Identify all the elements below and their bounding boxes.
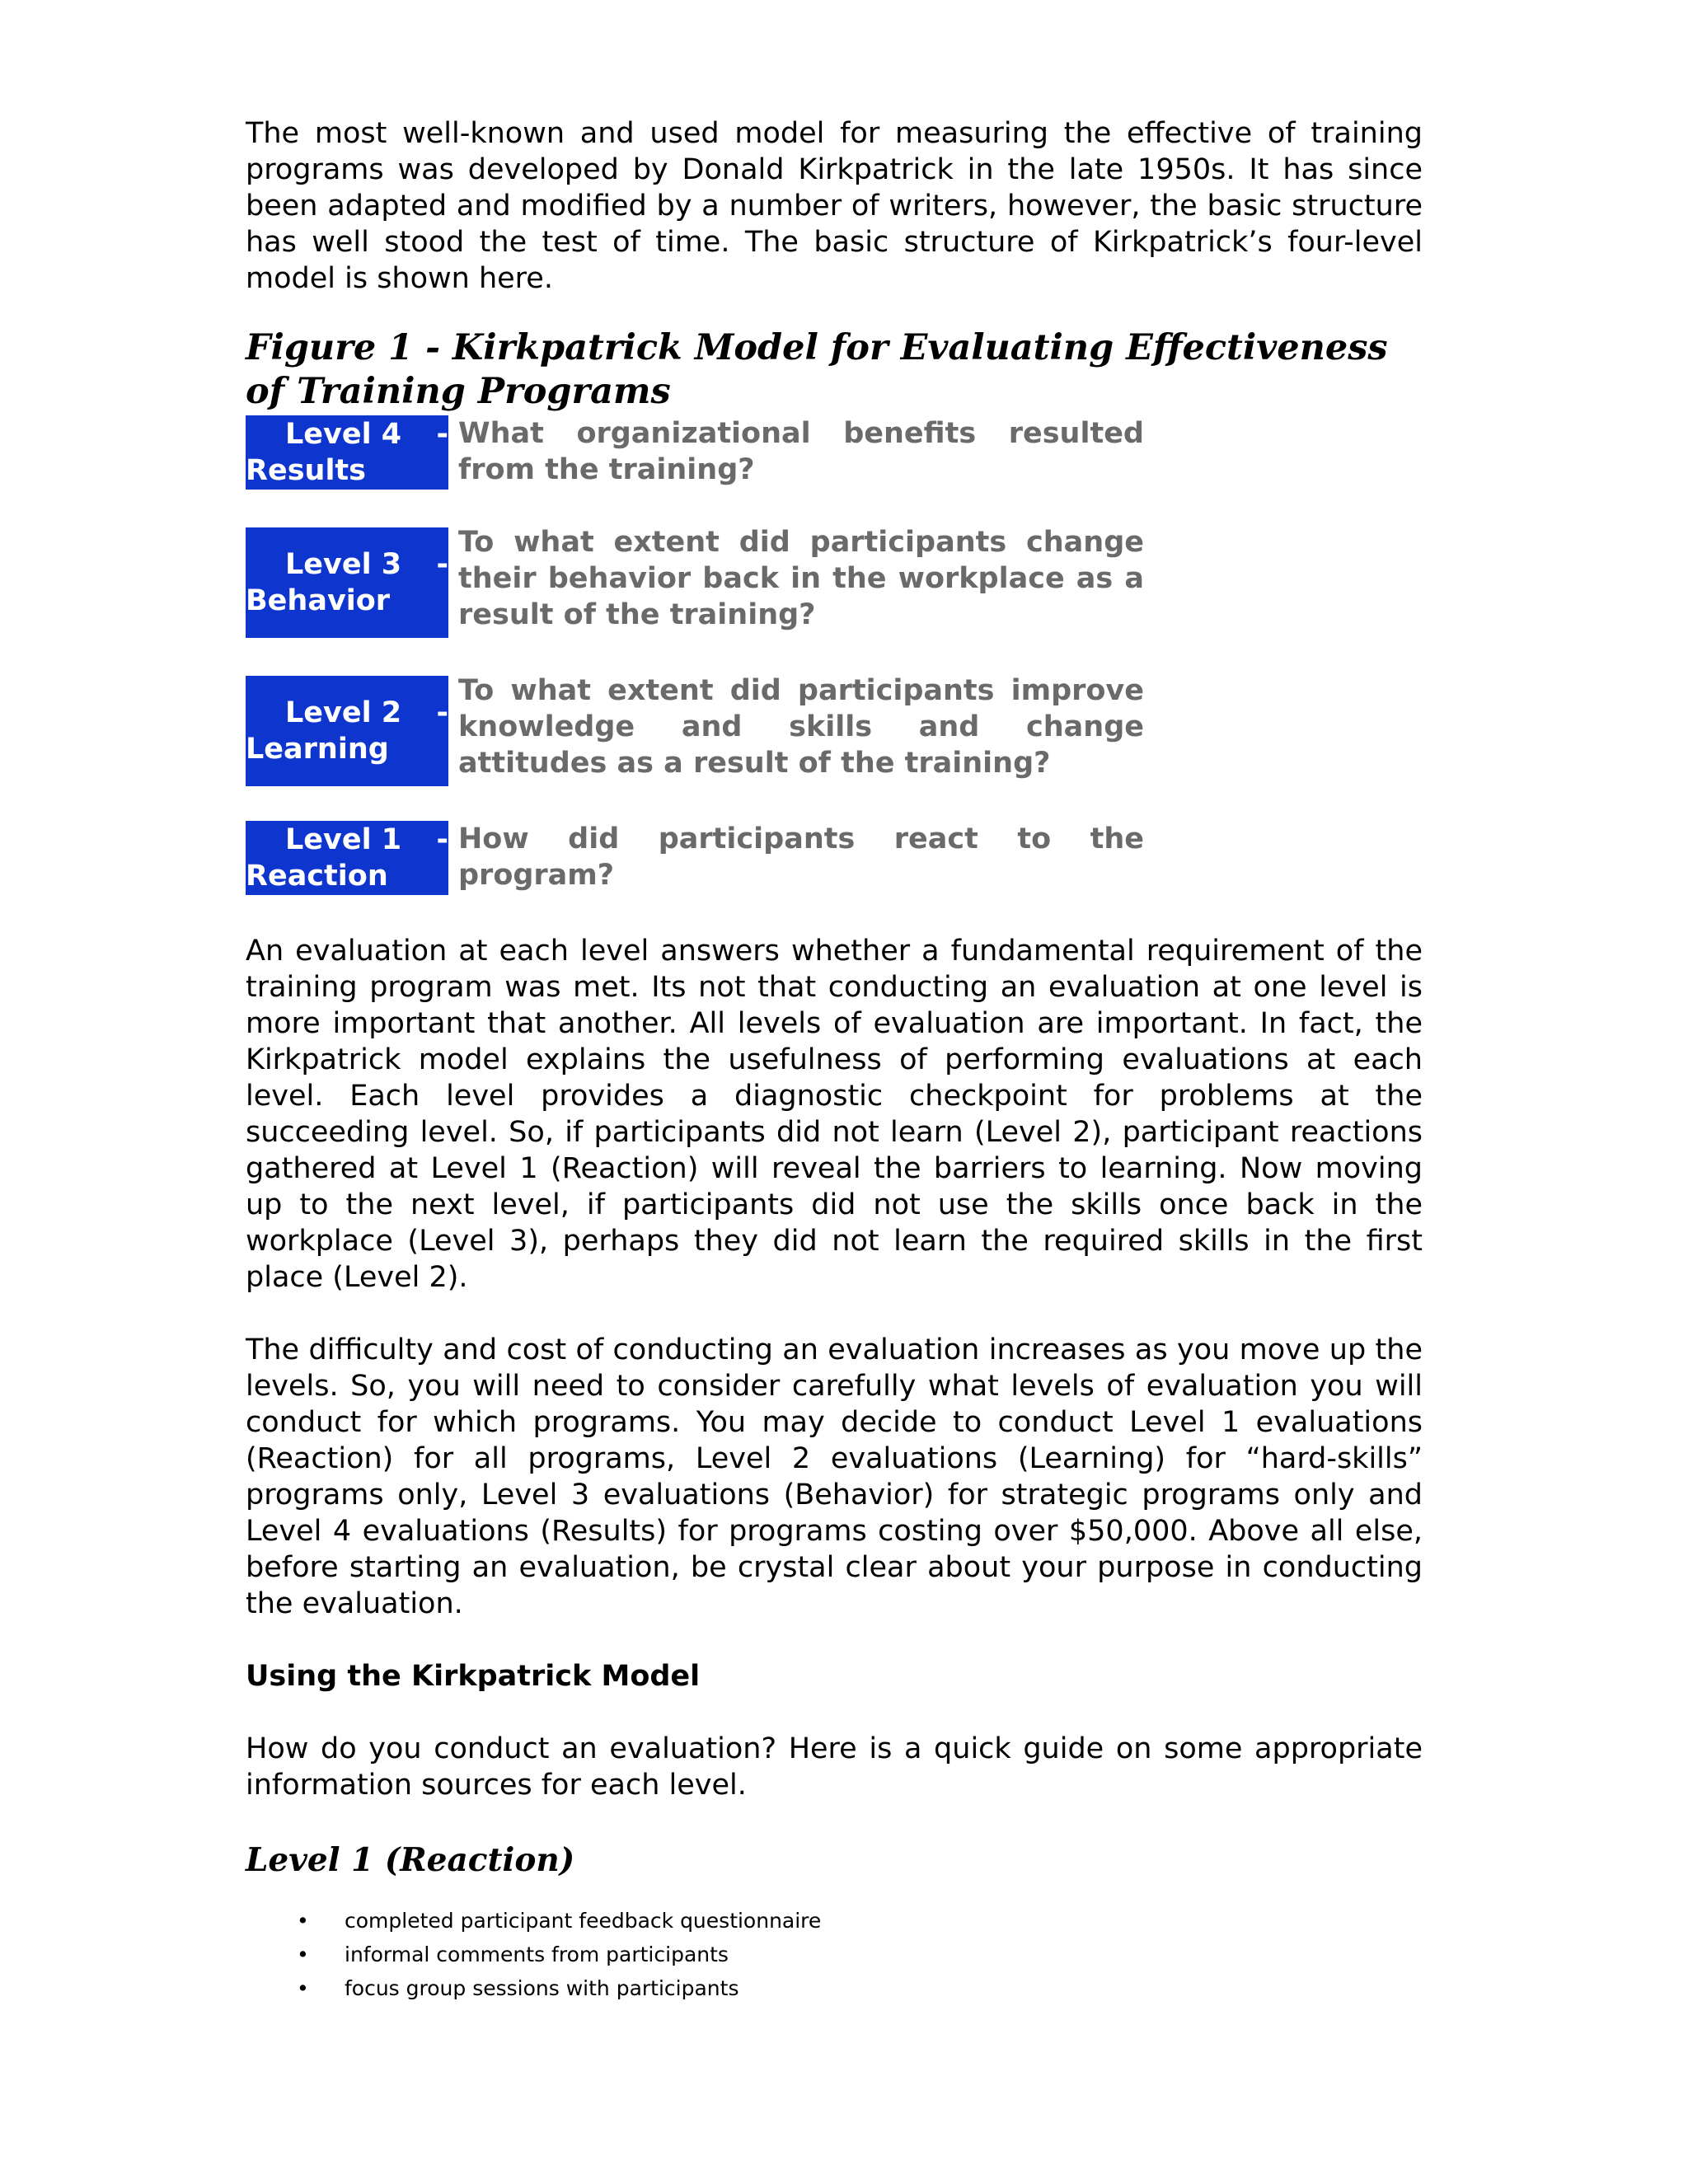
level-3-dash: -	[436, 548, 448, 581]
level-4-question: What organizational benefits resulted from the training?	[458, 417, 1144, 486]
level-4-label-box	[246, 415, 448, 490]
intro-paragraph: The most well-known and used model for measuring the effective of training programs was developed by Donald Kirkpatrick in the late 1950s. It has since been adapted and modified by a number of writers, however, the basic structure has well stood the test of time. The basic structure of Kirkpatrick’s four-level model is shown here.	[246, 117, 1423, 295]
level-1-name: Reaction	[246, 860, 388, 893]
evaluation-levels-paragraph: An evaluation at each level answers whether a fundamental requirement of the training program was met. Its not that conducting an evaluation at one level is more important that another. All levels of evaluation are important. In fact, the Kirkpatrick model explains the usefulness of performing evaluations at each level. Each level provides a diagnostic checkpoint for problems at the succeeding level. So, if participants did not learn (Level 2), participant reactions gathered at Level 1 (Reaction) will reveal the barriers to learning. Now moving up to the next level, if participants did not use the skills once back in the workplace (Level 3), perhaps they did not learn the required skills in the first place (Level 2).	[246, 935, 1423, 1294]
level-1-heading: Level 1 (Reaction)	[246, 1841, 575, 1879]
level-3-label: Level 3	[285, 548, 402, 581]
level-3-row	[246, 524, 1423, 638]
section-heading: Using the Kirkpatrick Model	[246, 1660, 701, 1693]
difficulty-cost-paragraph: The difficulty and cost of conducting an evaluation increases as you move up the levels. So, you will need to consider carefully what levels of evaluation you will conduct for which programs. You may decide to conduct Level 1 evaluations (Reaction) for all programs, Level 2 evaluations (Learning) for “hard-skills” programs only, Level 3 evaluations (Behavior) for strategic programs only and Level 4 evaluations (Results) for programs costing over $50,000. Above all else, before starting an evaluation, be crystal clear about your purpose in conducting the evaluation.	[246, 1333, 1423, 1620]
list-item	[246, 1938, 1423, 1971]
level-4-label: Level 4	[285, 418, 402, 451]
list-item-text: completed participant feedback questionnaire	[345, 1909, 822, 1933]
level-1-label-box	[246, 821, 448, 895]
level-2-question: To what extent did participants improve knowledge and skills and change attitudes as a result of the training?	[458, 674, 1144, 780]
level-2-row	[246, 673, 1423, 786]
level-4-row	[246, 415, 1423, 490]
level-1-label: Level 1	[285, 823, 402, 856]
level-2-label: Level 2	[285, 696, 402, 729]
bullet-icon: •	[297, 1943, 309, 1966]
level-3-label-box	[246, 527, 448, 638]
document-page	[246, 115, 1423, 2005]
level-3-name: Behavior	[246, 584, 391, 617]
level-2-label-box	[246, 676, 448, 786]
conduct-evaluation-paragraph: How do you conduct an evaluation? Here is a quick guide on some appropriate information sources for each level.	[246, 1732, 1423, 1802]
level-1-sources-list	[246, 1904, 1423, 2005]
level-1-row	[246, 821, 1423, 895]
list-item	[246, 1904, 1423, 1938]
list-item	[246, 1971, 1423, 2005]
bullet-icon: •	[297, 1909, 309, 1933]
level-2-name: Learning	[246, 733, 389, 766]
bullet-icon: •	[297, 1976, 309, 2000]
level-1-question: How did participants react to the program?	[458, 823, 1144, 892]
level-4-name: Results	[246, 454, 366, 487]
figure-title: Figure 1 - Kirkpatrick Model for Evaluating Effectiveness of Training Programs	[246, 327, 1388, 412]
level-3-question: To what extent did participants change their behavior back in the workplace as a result of the training?	[458, 526, 1144, 631]
level-2-dash: -	[436, 696, 448, 729]
list-item-text: focus group sessions with participants	[345, 1976, 739, 2000]
level-1-dash: -	[436, 823, 448, 856]
level-4-dash: -	[436, 418, 448, 451]
list-item-text: informal comments from participants	[345, 1943, 729, 1966]
kirkpatrick-levels-figure	[246, 415, 1423, 895]
